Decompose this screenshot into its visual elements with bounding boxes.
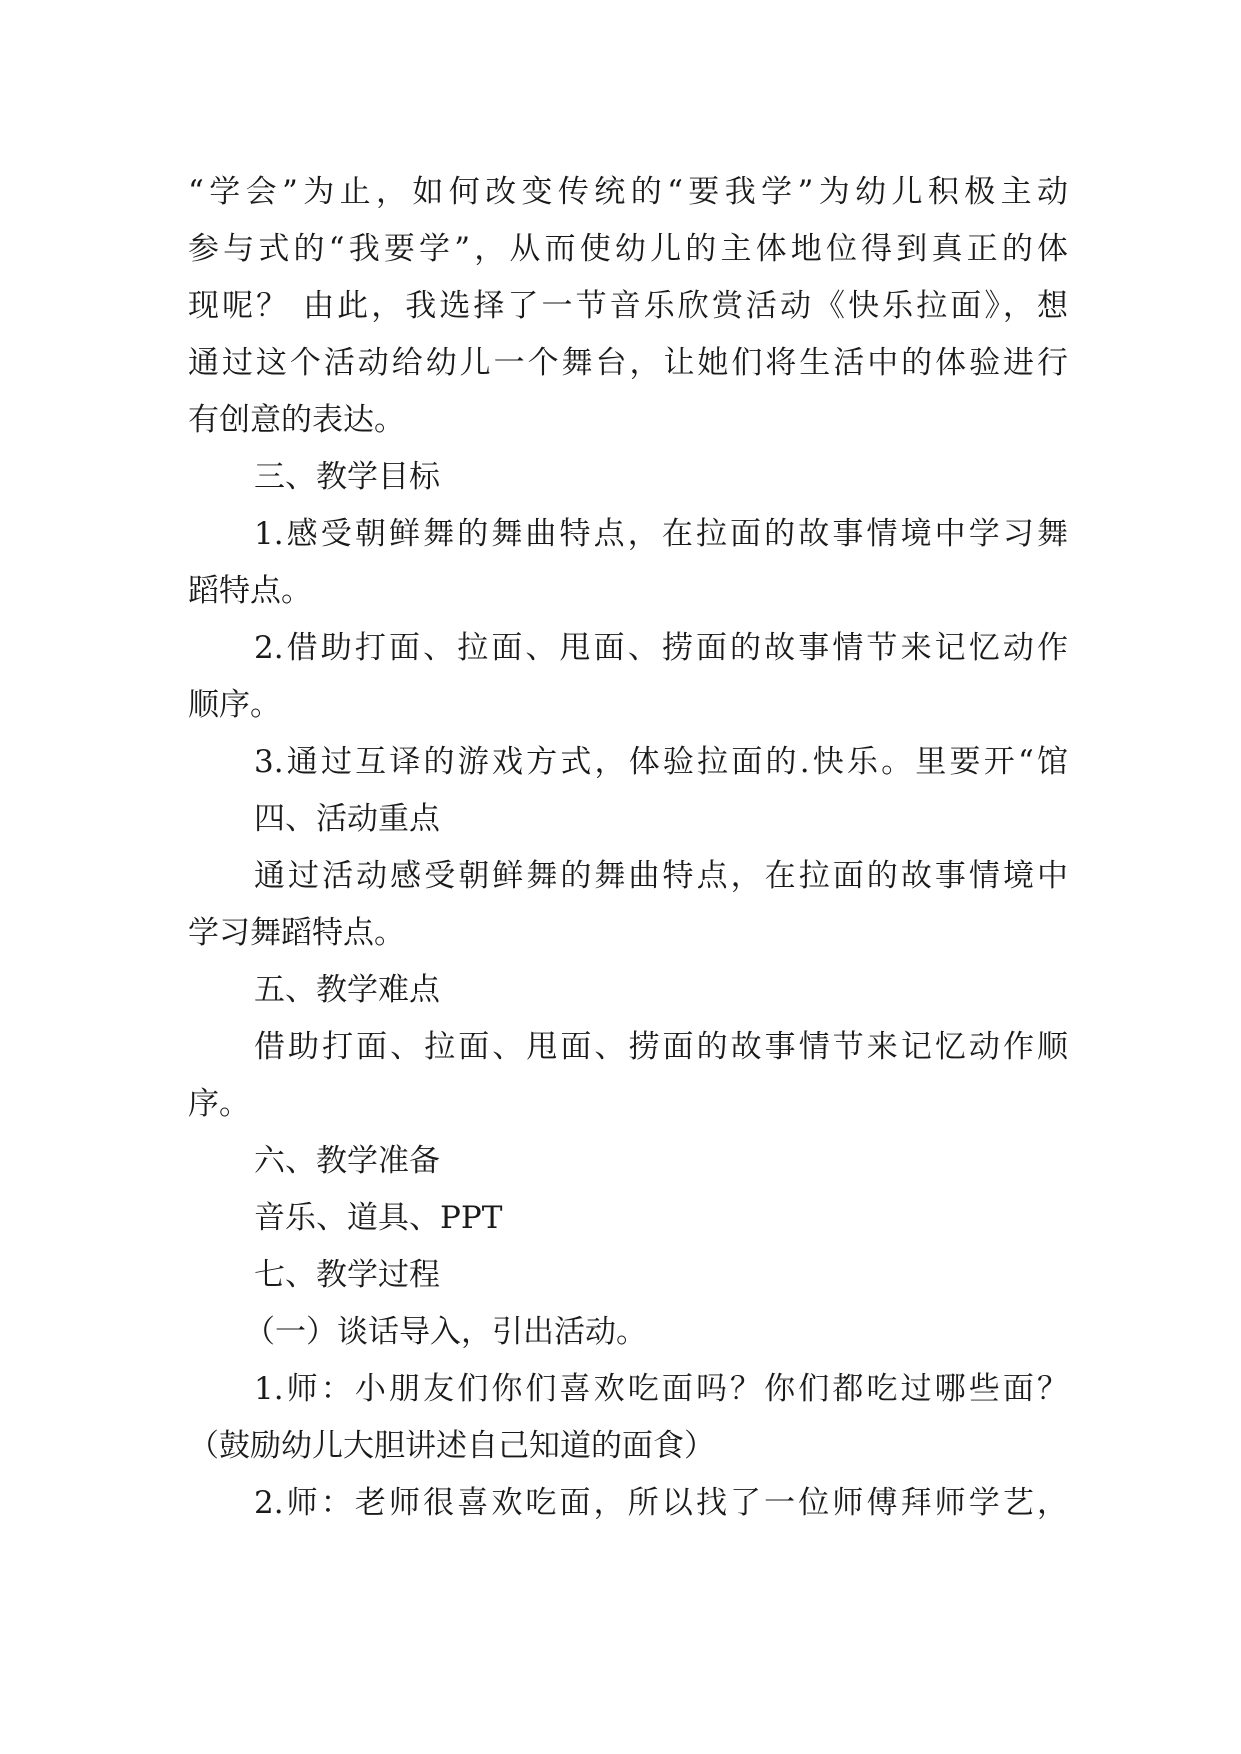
list-item: 1.感受朝鲜舞的舞曲特点，在拉面的故事情境中学习舞 — [254, 516, 1068, 552]
text-line: 顺序。 — [188, 687, 281, 723]
list-item: 1.师：小朋友们你们喜欢吃面吗？你们都吃过哪些面？ — [254, 1371, 1068, 1407]
text-line: “学会”为止，如何改变传统的“要我学”为幼儿积极主动 — [188, 174, 1068, 210]
section-heading: 七、教学过程 — [254, 1257, 440, 1293]
text-line: 学习舞蹈特点。 — [188, 915, 405, 951]
text-line: 通过这个活动给幼儿一个舞台，让她们将生活中的体验进行 — [188, 345, 1068, 381]
text-line: 有创意的表达。 — [188, 402, 405, 438]
text-line: 序。 — [188, 1086, 250, 1122]
text-line: 蹈特点。 — [188, 573, 312, 609]
list-item: 2.师：老师很喜欢吃面，所以找了一位师傅拜师学艺， — [254, 1485, 1068, 1521]
section-heading: 五、教学难点 — [254, 972, 440, 1008]
subsection-heading: （一）谈话导入，引出活动。 — [244, 1314, 647, 1350]
list-item: 3.通过互译的游戏方式，体验拉面的.快乐。里要开“馆 — [254, 744, 1068, 780]
section-heading: 四、活动重点 — [254, 801, 440, 837]
text-line: 参与式的“我要学”，从而使幼儿的主体地位得到真正的体 — [188, 231, 1068, 267]
text-line: 现呢？ 由此，我选择了一节音乐欣赏活动《快乐拉面》，想 — [188, 288, 1068, 324]
text-line: 借助打面、拉面、甩面、捞面的故事情节来记忆动作顺 — [254, 1029, 1068, 1065]
section-heading: 三、教学目标 — [254, 459, 440, 495]
text-line: 通过活动感受朝鲜舞的舞曲特点，在拉面的故事情境中 — [254, 858, 1068, 894]
text-line: 音乐、道具、PPT — [254, 1200, 503, 1236]
section-heading: 六、教学准备 — [254, 1143, 440, 1179]
list-item: 2.借助打面、拉面、甩面、捞面的故事情节来记忆动作 — [254, 630, 1068, 666]
text-line: （鼓励幼儿大胆讲述自己知道的面食） — [188, 1428, 715, 1464]
